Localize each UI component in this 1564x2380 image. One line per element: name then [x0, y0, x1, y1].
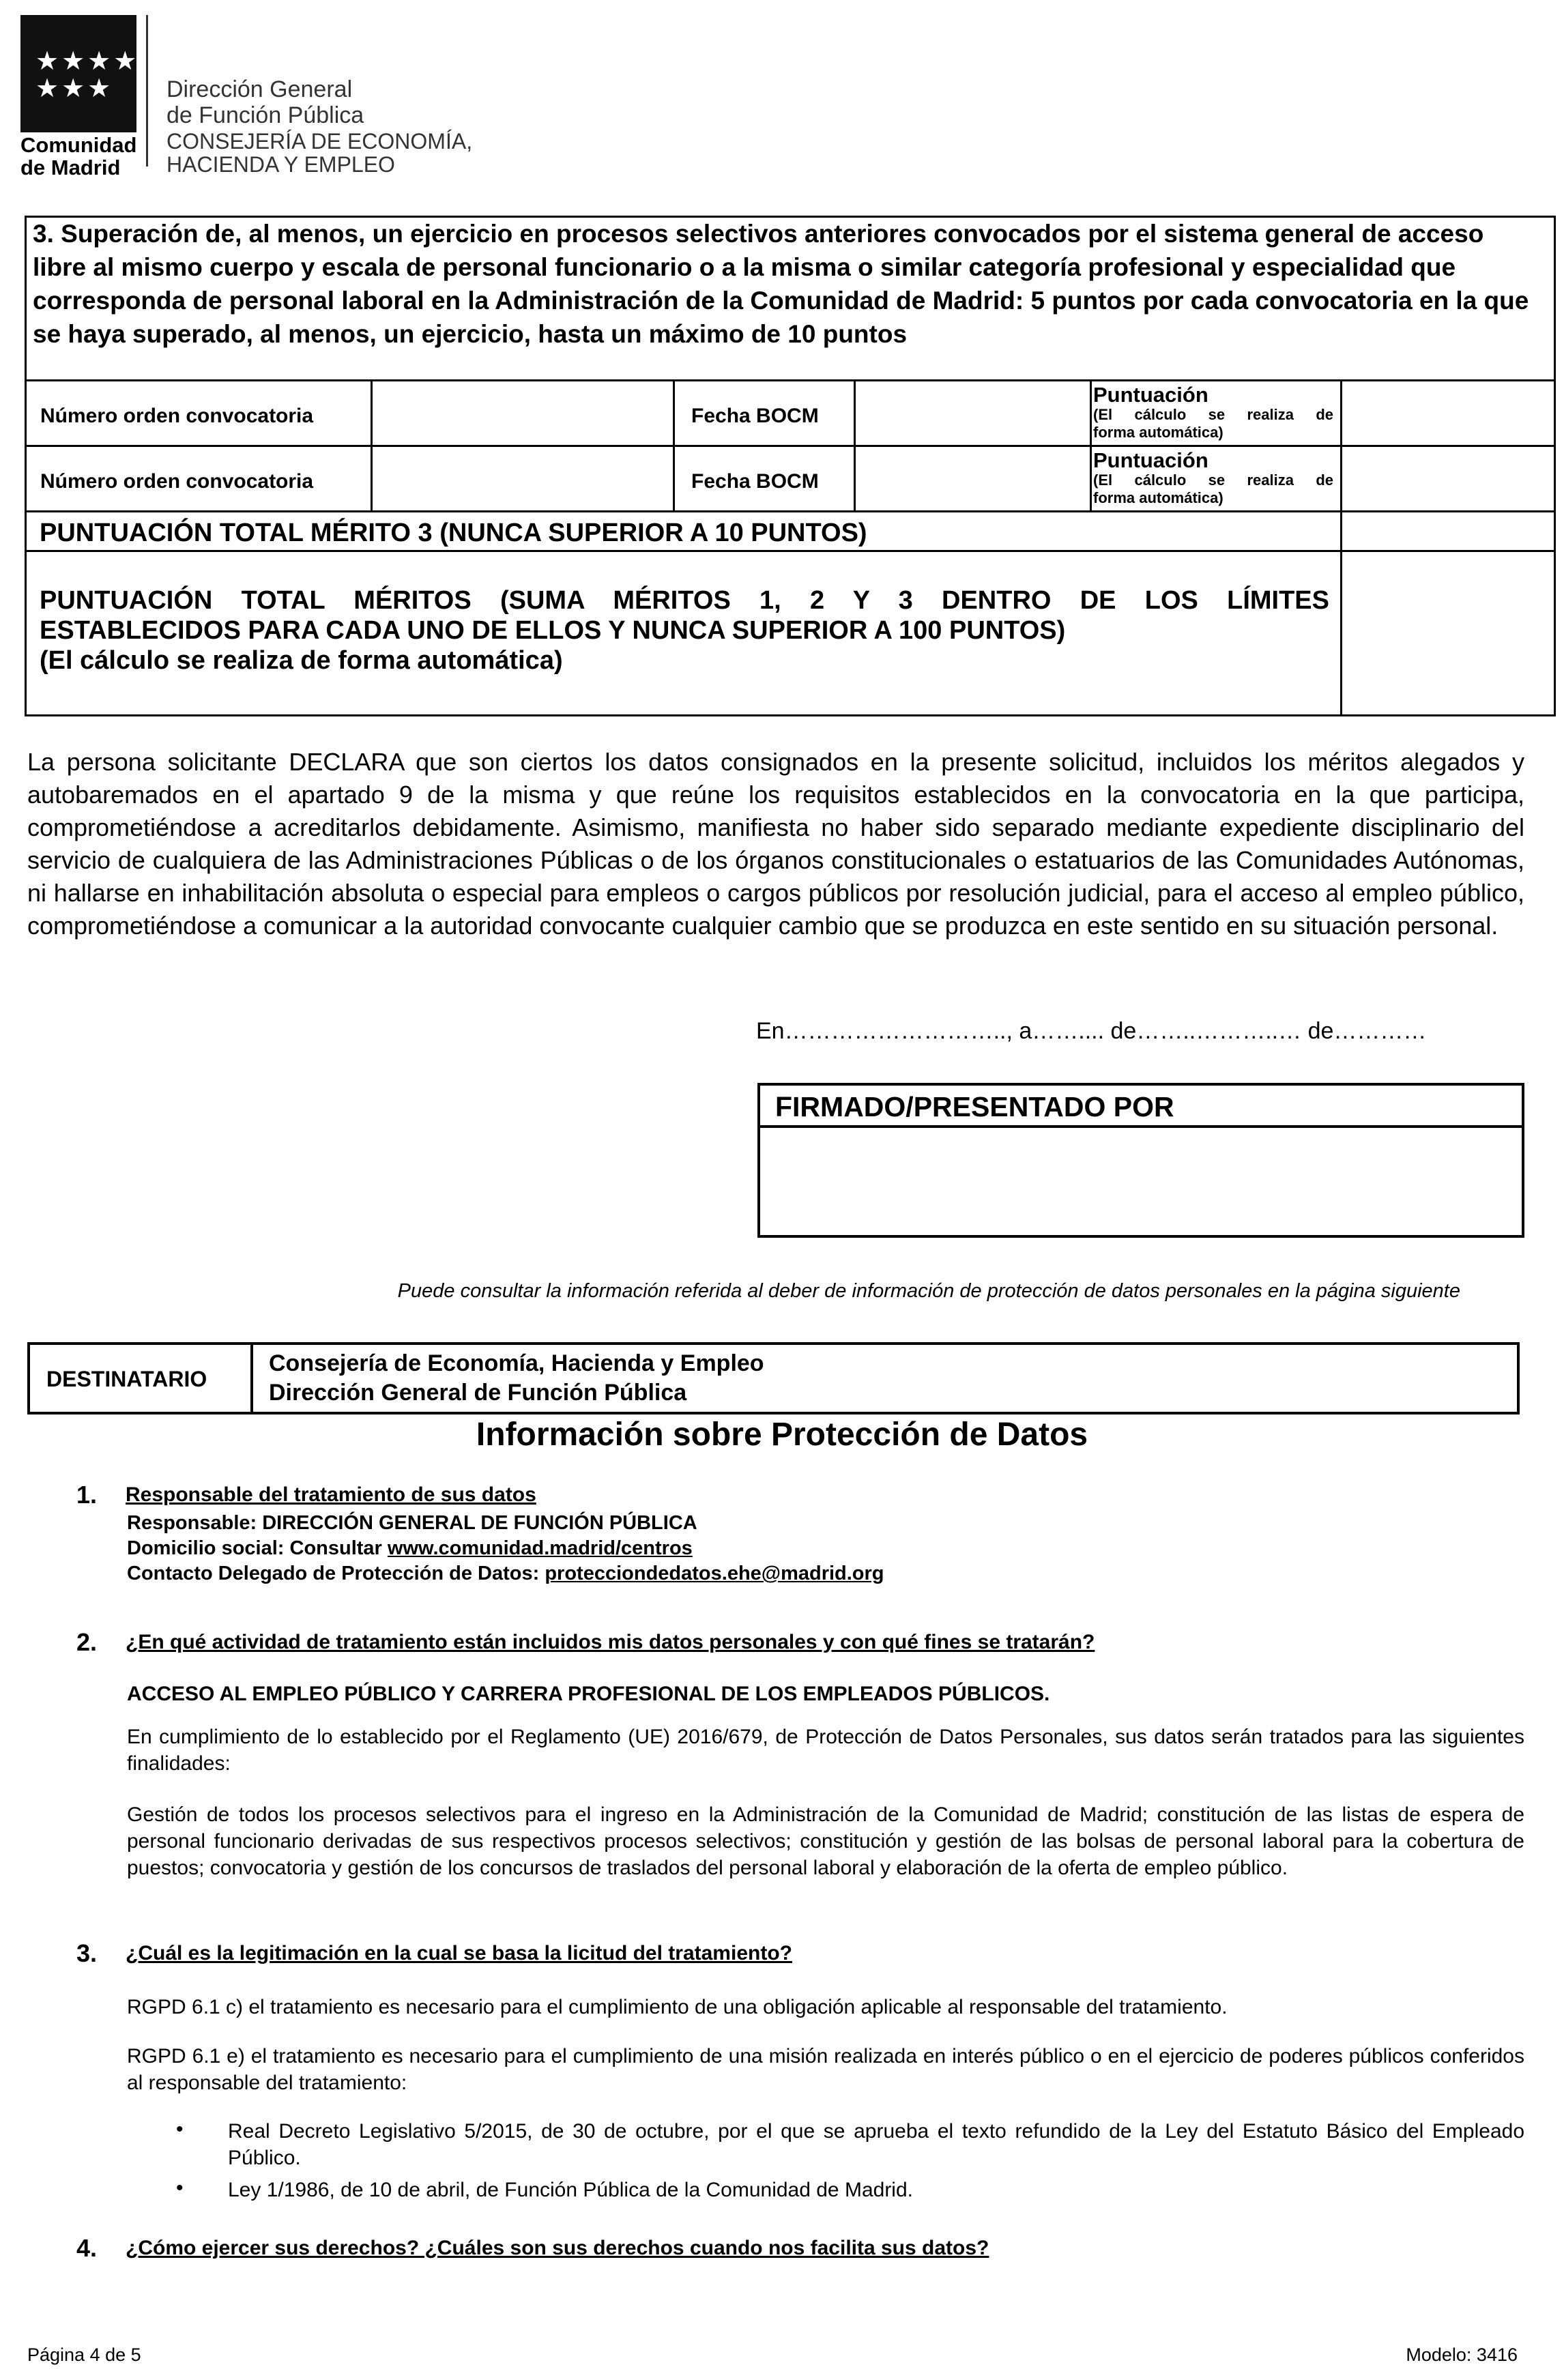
order-label-cell: Número orden convocatoria	[25, 379, 373, 447]
info-title: Información sobre Protección de Datos	[476, 1417, 1088, 1453]
bullet-icon: •	[176, 2177, 184, 2199]
signature-box[interactable]	[757, 1083, 1524, 1238]
order-label-cell: Número orden convocatoria	[25, 445, 373, 512]
dpo-email-link[interactable]: protecciondedatos.ehe@madrid.org	[545, 1563, 884, 1584]
score-output	[1340, 379, 1556, 447]
merit3-total-divider	[25, 550, 1556, 552]
list-item: • Ley 1/1986, de 10 de abril, de Función Pública de la Comunidad de Madrid.	[176, 2177, 913, 2201]
bullet-icon: •	[176, 2118, 184, 2140]
purpose-detail: Gestión de todos los procesos selectivos para el ingreso en la Administración de la Comunidad de Madrid; constitución de las listas de espera de personal funcionario derivadas de sus respectivos procesos selectivos; constitución y gestión de las bolsas de personal laboral para la cobertura de puestos; convocatoria y gestión de los concursos de traslados del personal laboral y elaboración de la oferta de empleo público.	[127, 1803, 1524, 1879]
section-question: ¿Cuál es la legitimación en la cual se basa la licitud del tratamiento?	[126, 1942, 792, 1964]
merit3-total-label: PUNTUACIÓN TOTAL MÉRITO 3 (NUNCA SUPERIOR A 10 PUNTOS)	[40, 519, 867, 547]
legal-basis-c: RGPD 6.1 c) el tratamiento es necesario para el cumplimiento de una obligación aplicable al responsable del tratamiento.	[127, 1996, 1228, 2018]
header-divider	[146, 15, 148, 166]
section-number: 3.	[76, 1939, 98, 1967]
department-name: CONSEJERÍA DE ECONOMÍA, HACIENDA Y EMPLEO	[166, 129, 473, 177]
date-label-cell: Fecha BOCM	[673, 445, 856, 512]
region-logo	[20, 15, 140, 132]
place-date-line: En……………………….., a…….... de……..………..… de…………	[756, 1018, 1427, 1044]
activity-title: ACCESO AL EMPLEO PÚBLICO Y CARRERA PROFESIONAL DE LOS EMPLEADOS PÚBLICOS.	[127, 1683, 1050, 1705]
merit3-heading: 3. Superación de, al menos, un ejercicio en procesos selectivos anteriores convocados por el sistema general de acceso libre al mismo cuerpo y escala de personal funcionario o a la misma o similar categoría profesional y especialidad que corresponda de personal laboral en la Administración de la Comunidad de Madrid: 5 puntos por cada convocatoria en la que se haya superado, al menos, un ejercicio, hasta un máximo de 10 puntos	[33, 220, 1529, 348]
score-output	[1340, 445, 1556, 512]
grand-total-label: PUNTUACIÓN TOTAL MÉRITOS (SUMA MÉRITOS 1, 2 Y 3 DENTRO DE LOS LÍMITES ESTABLECIDOS PARA CADA UNO DE ELLOS Y NUNCA SUPERIOR A 100 PUNTOS) (El cálculo se realiza de forma automática)	[40, 586, 1329, 675]
legal-list	[127, 2118, 1524, 2203]
section-number: 2.	[76, 1628, 98, 1656]
page-number: Página 4 de 5	[27, 2345, 141, 2365]
list-item: • Real Decreto Legislativo 5/2015, de 30 de octubre, por el que se aprueba el texto refundido de la Ley del Estatuto Básico del Empleado Público.	[176, 2118, 1524, 2169]
privacy-note: Puede consultar la información referida al deber de información de protección de datos personales en la página siguiente	[397, 1280, 1460, 1302]
signature-title: FIRMADO/PRESENTADO POR	[760, 1086, 1522, 1128]
recipient-name: Consejería de Economía, Hacienda y Empleo Dirección General de Función Pública	[269, 1350, 764, 1406]
responsable-block: Responsable: DIRECCIÓN GENERAL DE FUNCIÓN PÚBLICA Domicilio social: Consultar www.comunidad.madrid/centros Contacto Delegado de Protección de Datos: protecciondedatos.ehe@madrid.org	[127, 1512, 884, 1584]
order-input[interactable]	[371, 445, 675, 512]
score-label-cell: Puntuación (El cálculo se realiza de forma automática)	[1090, 445, 1342, 512]
declaration-text: La persona solicitante DECLARA que son ciertos los datos consignados en la presente solicitud, incluidos los méritos alegados y autobaremados en el apartado 9 de la misma y que reúne los requisitos establecidos en la convocatoria en la que participa, comprometiéndose a acreditarlos debidamente. Asimismo, manifiesta no haber sido separado mediante expediente disciplinario del servicio de cualquiera de las Administraciones Públicas o de los órganos constitucionales o estatuarios de las Comunidades Autónomas, ni hallarse en inhabilitación absoluta o especial para empleos o cargos públicos por resolución judicial, para el acceso al empleo público, comprometiéndose a comunicar a la autoridad convocante cualquier cambio que se produzca en este sentido en su situación personal.	[27, 748, 1524, 940]
section-number: 1.	[76, 1481, 98, 1509]
region-name: Comunidad de Madrid	[20, 133, 137, 179]
section-question: ¿En qué actividad de tratamiento están incluidos mis datos personales y con qué fines se tratarán?	[126, 1631, 1095, 1653]
purpose-intro: En cumplimiento de lo establecido por el Reglamento (UE) 2016/679, de Protección de Datos Personales, sus datos serán tratados para las siguientes finalidades:	[127, 1726, 1524, 1775]
order-input[interactable]	[371, 379, 675, 447]
section-number: 4.	[76, 2234, 98, 2262]
score-label-cell: Puntuación (El cálculo se realiza de forma automática)	[1090, 379, 1342, 447]
form-model: Modelo: 3416	[1406, 2345, 1518, 2365]
recipient-label: DESTINATARIO	[46, 1367, 207, 1391]
date-label-cell: Fecha BOCM	[673, 379, 856, 447]
legal-basis-e: RGPD 6.1 e) el tratamiento es necesario para el cumplimiento de una misión realizada en interés público o en el ejercicio de poderes públicos conferidos al responsable del tratamiento:	[127, 2045, 1524, 2094]
score-column-divider	[1340, 510, 1342, 715]
centros-link[interactable]: www.comunidad.madrid/centros	[387, 1537, 693, 1559]
date-input[interactable]	[854, 379, 1092, 447]
date-input[interactable]	[854, 445, 1092, 512]
stars-icon: ★★★★ ★★★	[35, 47, 140, 103]
section-question: ¿Cómo ejercer sus derechos? ¿Cuáles son sus derechos cuando nos facilita sus datos?	[126, 2237, 989, 2259]
unit-name: Dirección General de Función Pública	[166, 76, 364, 128]
recipient-box	[27, 1342, 1520, 1414]
section-question: Responsable del tratamiento de sus datos	[126, 1483, 536, 1506]
